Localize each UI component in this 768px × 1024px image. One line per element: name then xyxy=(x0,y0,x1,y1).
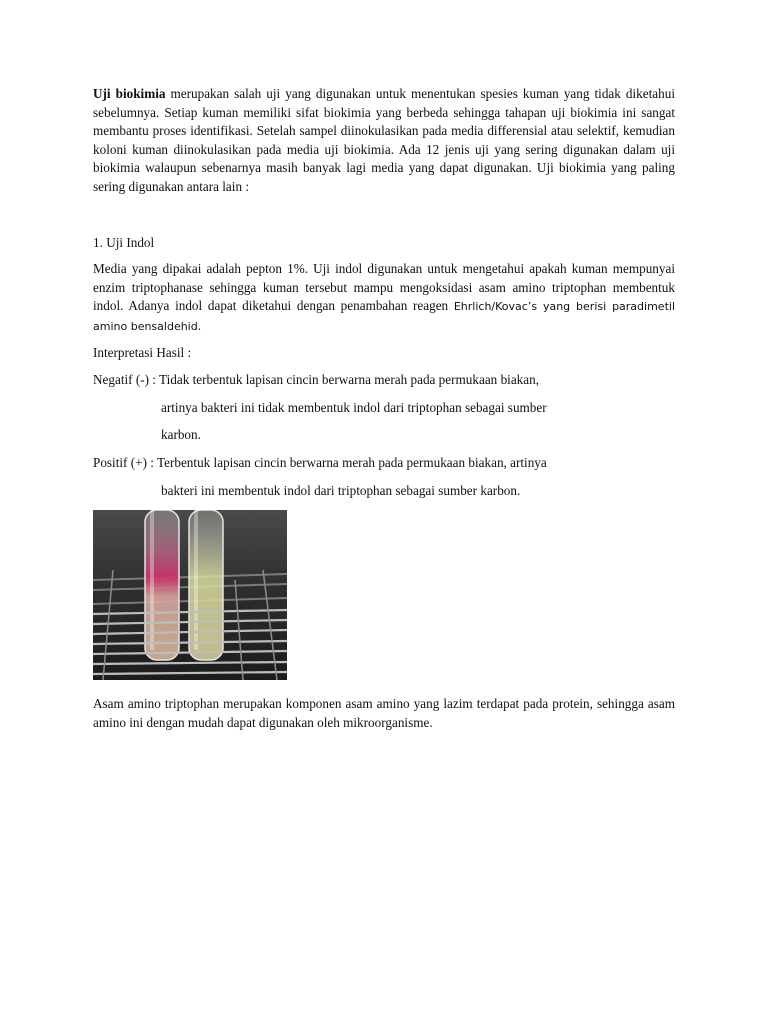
intro-paragraph xyxy=(93,85,675,197)
indol-test-photo xyxy=(93,510,287,680)
negative-line-2: artinya bakteri ini tidak membentuk indol dari triptophan sebagai sumber xyxy=(161,399,547,415)
indol-description-main: Media yang dipakai adalah pepton 1%. Uji indol digunakan untuk mengetahui apakah kuman mempunyai enzim triptophanase sehingga kuman tersebut mampu mengoksidasi asam amino triptophan membentuk indol. Adanya indol dapat diketahui dengan penambahan reagen xyxy=(93,261,675,314)
closing-paragraph: Asam amino triptophan merupakan komponen asam amino yang lazim terdapat pada protein, sehingga asam amino ini dengan mudah dapat digunakan oleh mikroorganisme. xyxy=(93,696,675,730)
indol-description xyxy=(93,260,675,336)
document-page xyxy=(93,85,675,732)
test-tube-illustration xyxy=(93,510,287,680)
negative-line-1: Negatif (-) : Tidak terbentuk lapisan cincin berwarna merah pada permukaan biakan, xyxy=(93,372,540,388)
reagent-text: Ehrlich/Kovac’s yang berisi paradimetil amino bensaldehid xyxy=(93,300,675,333)
positive-line-1: Positif (+) : Terbentuk lapisan cincin berwarna merah pada permukaan biakan, artinya xyxy=(93,454,547,470)
positive-line-2: bakteri ini membentuk indol dari triptophan sebagai sumber karbon. xyxy=(161,482,521,498)
intro-text: merupakan salah uji yang digunakan untuk menentukan spesies kuman yang tidak diketahui sebelumnya. Setiap kuman memiliki sifat biokimia yang berbeda sehingga tahapan uji biokimia ini sangat membantu proses identifikasi. Setelah sampel diinokulasikan pada media differensial atau selektif, kemudian koloni kuman diinokulasikan pada media uji biokimia. Ada 12 jenis uji yang sering digunakan dalam uji biokimia walaupun sebenarnya masih banyak lagi media yang dapat digunakan. Uji biokimia yang paling sering digunakan antara lain : xyxy=(93,86,675,194)
section-heading: 1. Uji Indol xyxy=(93,234,155,250)
intro-bold-term: Uji biokimia xyxy=(93,86,166,101)
negative-line-3: karbon. xyxy=(161,427,201,443)
indol-description-end: . xyxy=(197,317,202,333)
interpretation-label: Interpretasi Hasil : xyxy=(93,344,192,360)
